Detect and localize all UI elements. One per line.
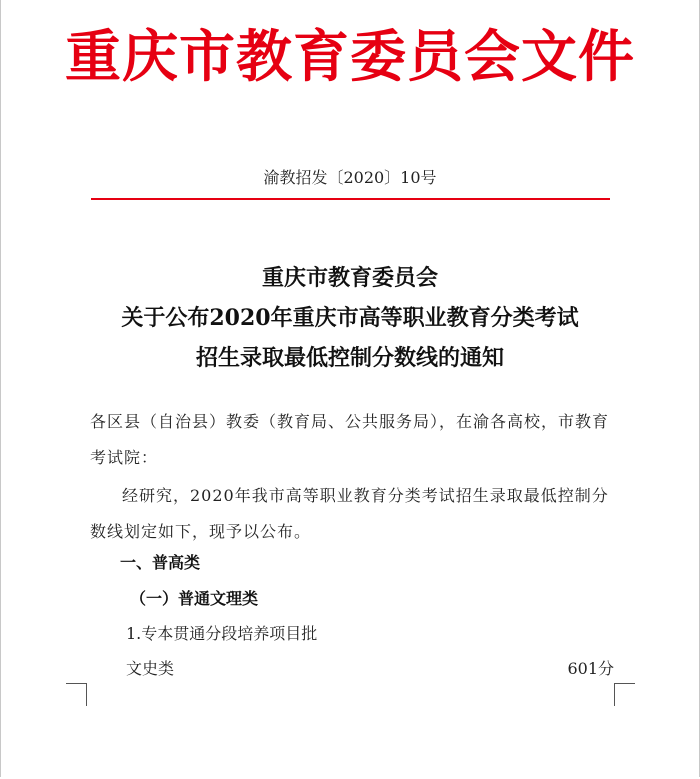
- masthead-title: 重庆市教育委员会文件: [65, 24, 635, 90]
- list-item-1: 1.专本贯通分段培养项目批: [126, 624, 318, 643]
- title-line-2: 关于公布2020年重庆市高等职业教育分类考试: [121, 305, 579, 331]
- crop-mark-left: [66, 683, 87, 706]
- red-divider-line: [91, 198, 610, 200]
- subsection-heading-1: （一）普通文理类: [130, 589, 259, 608]
- section-heading-1: 一、普高类: [120, 553, 201, 572]
- notice-title: [0, 258, 700, 378]
- title-line-3: 招生录取最低控制分数线的通知: [195, 345, 504, 371]
- score-category-label: 文史类: [126, 659, 175, 678]
- intro-paragraph: 经研究，2020年我市高等职业教育分类考试招生录取最低控制分数线划定如下，现予以公布。: [90, 486, 609, 541]
- title-line-1: 重庆市教育委员会: [261, 265, 438, 291]
- score-row: [126, 656, 614, 680]
- recipients-paragraph: 各区县（自治县）教委（教育局、公共服务局），在渝各高校，市教育考试院：: [90, 412, 610, 467]
- crop-mark-right: [614, 683, 635, 706]
- score-value: 601分: [567, 659, 614, 678]
- document-number: 渝教招发〔2020〕10号: [263, 168, 437, 187]
